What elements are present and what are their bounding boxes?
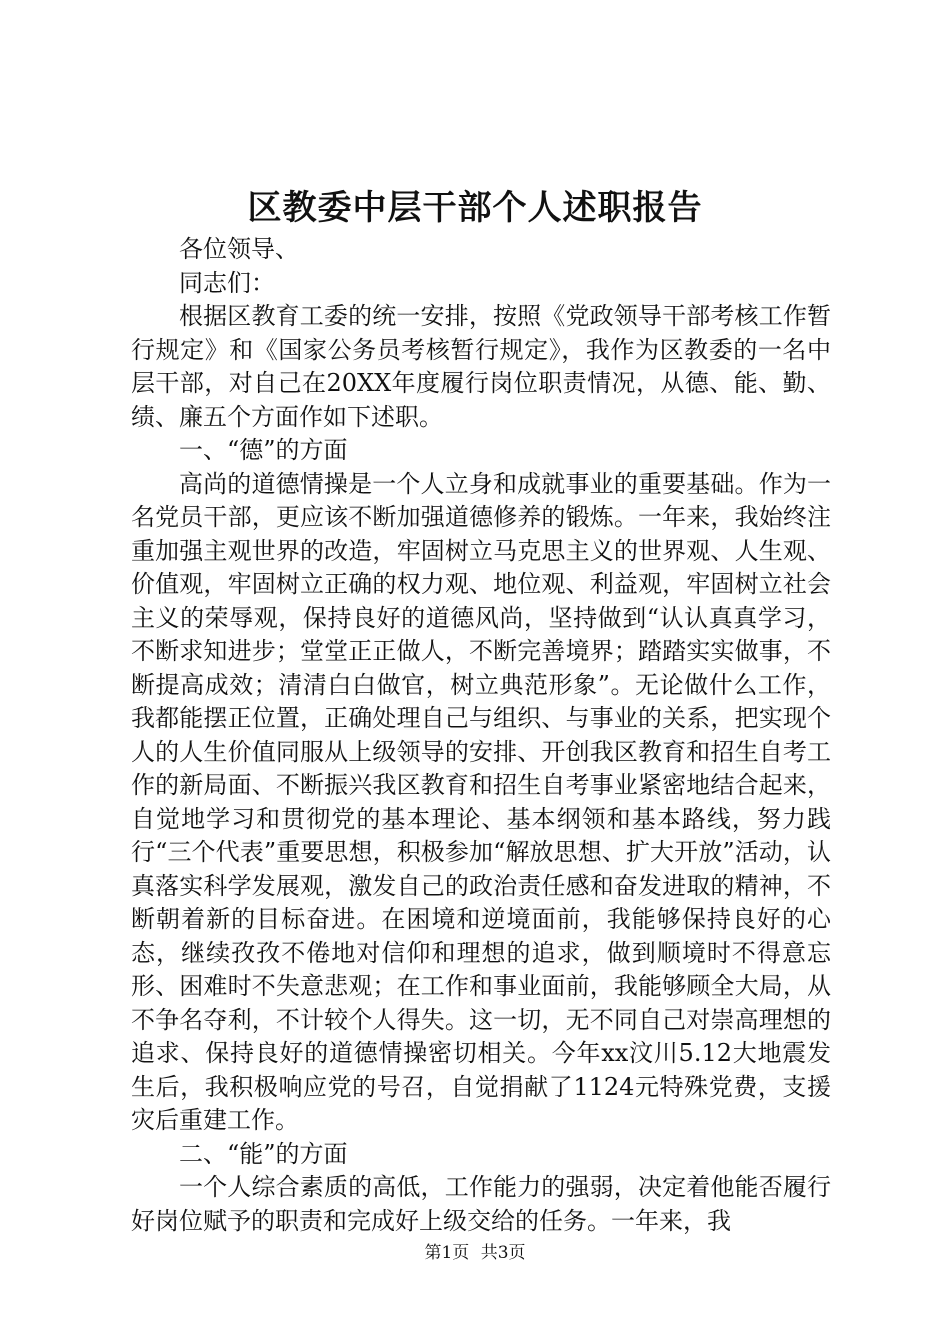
section-neng-paragraph: 一个人综合素质的高低，工作能力的强弱，决定着他能否履行好岗位赋予的职责和完成好上级交给的任务。一年来，我 <box>131 1173 831 1235</box>
page-footer <box>0 1241 950 1265</box>
section-heading-de: 一、“德”的方面 <box>179 436 348 464</box>
page-number-current: 第1页 <box>424 1243 470 1263</box>
page-number-total: 共3页 <box>480 1243 526 1263</box>
salutation-comrades: 同志们： <box>179 268 275 297</box>
document-body <box>131 233 831 1238</box>
intro-paragraph: 根据区教育工委的统一安排，按照《党政领导干部考核工作暂行规定》和《国家公务员考核暂行规定》，我作为区教委的一名中层干部，对自己在20XX年度履行岗位职责情况，从德、能、勤、绩、廉五个方面作如下述职。 <box>131 302 831 431</box>
section-de-paragraph: 高尚的道德情操是一个人立身和成就事业的重要基础。作为一名党员干部，更应该不断加强道德修养的锻炼。一年来，我始终注重加强主观世界的改造，牢固树立马克思主义的世界观、人生观、价值观，牢固树立正确的权力观、地位观、利益观，牢固树立社会主义的荣辱观，保持良好的道德风尚，坚持做到“认认真真学习，不断求知进步；堂堂正正做人，不断完善境界；踏踏实实做事，不断提高成效；清清白白做官，树立典范形象”。无论做什么工作，我都能摆正位置，正确处理自己与组织、与事业的关系，把实现个人的人生价值同服从上级领导的安排、开创我区教育和招生自考工作的新局面、不断振兴我区教育和招生自考事业紧密地结合起来，自觉地学习和贯彻党的基本理论、基本纲领和基本路线，努力践行“三个代表”重要思想，积极参加“解放思想、扩大开放”活动，认真落实科学发展观，激发自己的政治责任感和奋发进取的精神，不断朝着新的目标奋进。在困境和逆境面前，我能够保持良好的心态，继续孜孜不倦地对信仰和理想的追求，做到顺境时不得意忘形、困难时不失意悲观；在工作和事业面前，我能够顾全大局，从不争名夺利，不计较个人得失。这一切，无不同自己对崇高理想的追求、保持良好的道德情操密切相关。今年xx汶川5.12大地震发生后，我积极响应党的号召，自觉捐献了1124元特殊党费，支援灾后重建工作。 <box>131 469 831 1134</box>
document-title: 区教委中层干部个人述职报告 <box>247 188 703 228</box>
salutation-leaders: 各位领导、 <box>179 235 299 263</box>
section-heading-neng: 二、“能”的方面 <box>179 1139 348 1168</box>
